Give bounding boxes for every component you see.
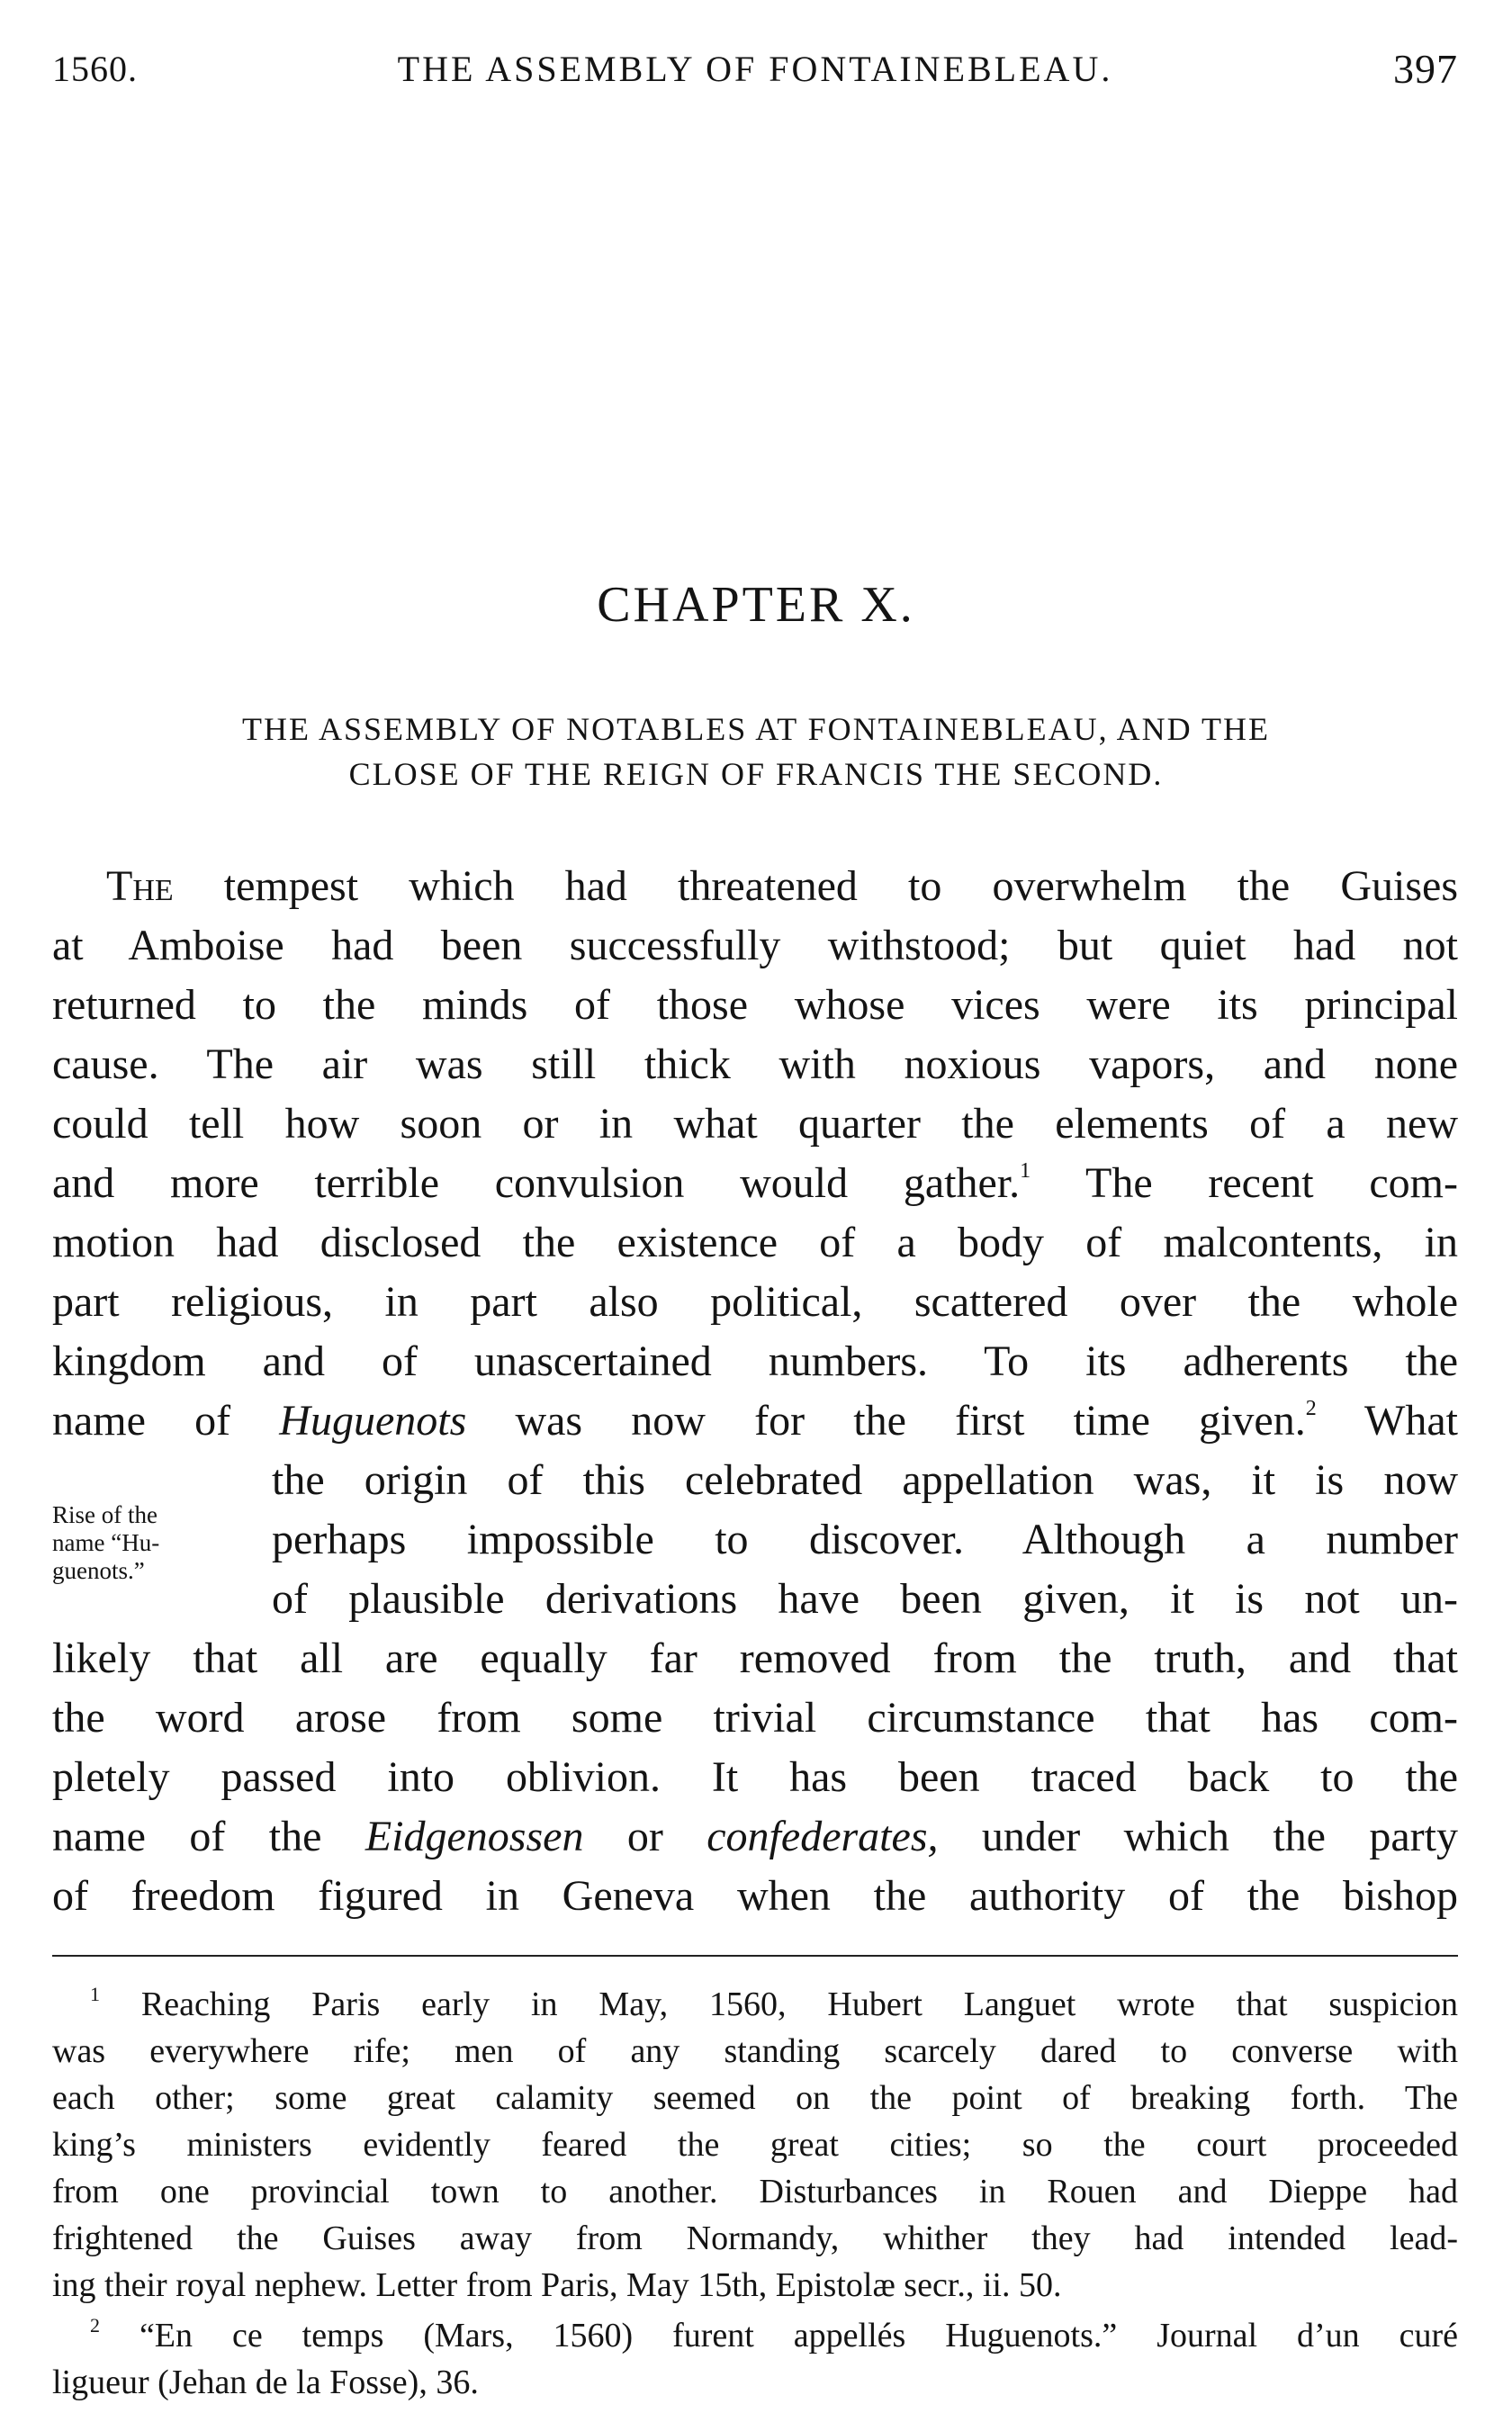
- footnote-line: from one provincial town to another. Disturbances in Rouen and Dieppe had: [52, 2173, 1458, 2210]
- footnote-mark: 2: [90, 2314, 100, 2336]
- running-head-year: 1560.: [52, 49, 138, 89]
- margin-note-line: Rise of the: [52, 1501, 158, 1528]
- body-line: cause. The air was still thick with noxious vapors, and none: [52, 1040, 1458, 1088]
- footnote-reference: 2: [1305, 1397, 1317, 1420]
- body-line: kingdom and of unascertained numbers. To its adherents the: [52, 1337, 1458, 1385]
- footnote-line: frightened the Guises away from Normandy, whither they had intended lead-: [52, 2219, 1458, 2257]
- italic-term: Eidgenossen: [364, 1813, 584, 1860]
- footnote-line: king’s ministers evidently feared the great cities; so the court proceeded: [52, 2126, 1458, 2164]
- margin-note-line: name “Hu-: [52, 1529, 160, 1556]
- footnote-line: $^1$ Reaching Paris early in May, 1560, Hubert Languet wrote that suspicion: [90, 1983, 1458, 2023]
- running-head: [52, 47, 1458, 92]
- chapter-title: [90, 707, 1422, 797]
- body-line: part religious, in part also political, scattered over the whole: [52, 1278, 1458, 1326]
- chapter-title-line: CLOSE OF THE REIGN OF FRANCIS THE SECOND.: [348, 756, 1164, 792]
- footnote-mark: 1: [90, 1983, 100, 2005]
- body-line: name of Huguenots was now for the first time given.$^2$ What: [52, 1397, 1458, 1445]
- italic-term: confederates,: [706, 1813, 939, 1860]
- footnote-line: each other; some great calamity seemed on the point of breaking forth. The: [52, 2079, 1458, 2117]
- margin-note: [52, 1501, 259, 1585]
- body-line: and more terrible convulsion would gather.$^1$ The recent com-: [52, 1159, 1458, 1207]
- body-line: pletely passed into oblivion. It has been traced back to the: [52, 1753, 1458, 1801]
- body-line: at Amboise had been successfully withstood; but quiet had not: [52, 922, 1458, 969]
- body-line: could tell how soon or in what quarter the elements of a new: [52, 1100, 1458, 1148]
- body-line: of plausible derivations have been given, it is not un-: [272, 1575, 1458, 1623]
- body-line: of freedom figured in Geneva when the authority of the bishop: [52, 1872, 1458, 1920]
- footnote-line: $^2$ “En ce temps (Mars, 1560) furent appellés Huguenots.” Journal d’un curé: [90, 2314, 1458, 2354]
- footnote-line: ligueur (Jehan de la Fosse), 36.: [52, 2363, 479, 2401]
- body-line: returned to the minds of those whose vices were its principal: [52, 981, 1458, 1029]
- footnote-line: ing their royal nephew. Letter from Paris, May 15th, Epistolæ secr., ii. 50.: [52, 2266, 1062, 2304]
- chapter-title-line: THE ASSEMBLY OF NOTABLES AT FONTAINEBLEAU, AND THE: [241, 711, 1270, 747]
- running-head-title: THE ASSEMBLY OF FONTAINEBLEAU.: [397, 49, 1113, 89]
- italic-term: Huguenots: [279, 1397, 467, 1445]
- footnote-reference: 1: [1020, 1159, 1031, 1183]
- page-number: 397: [1393, 46, 1458, 92]
- footnote-line: was everywhere rife; men of any standing scarcely dared to converse with: [52, 2032, 1458, 2070]
- body-line: likely that all are equally far removed from the truth, and that: [52, 1634, 1458, 1682]
- body-line: The tempest which had threatened to overwhelm the Guises: [106, 862, 1458, 910]
- opening-word: The: [106, 862, 174, 910]
- body-line: name of the Eidgenossen or confederates, under which the party: [52, 1813, 1459, 1860]
- footnote-rule: [52, 1955, 1458, 1957]
- body-line: motion had disclosed the existence of a body of malcontents, in: [52, 1219, 1458, 1266]
- chapter-number: CHAPTER X.: [597, 577, 915, 633]
- body-line: the origin of this celebrated appellation was, it is now: [272, 1456, 1458, 1504]
- body-line: the word arose from some trivial circumstance that has com-: [52, 1694, 1458, 1742]
- margin-note-line: guenots.”: [52, 1557, 145, 1584]
- body-line: perhaps impossible to discover. Although a number: [272, 1516, 1458, 1563]
